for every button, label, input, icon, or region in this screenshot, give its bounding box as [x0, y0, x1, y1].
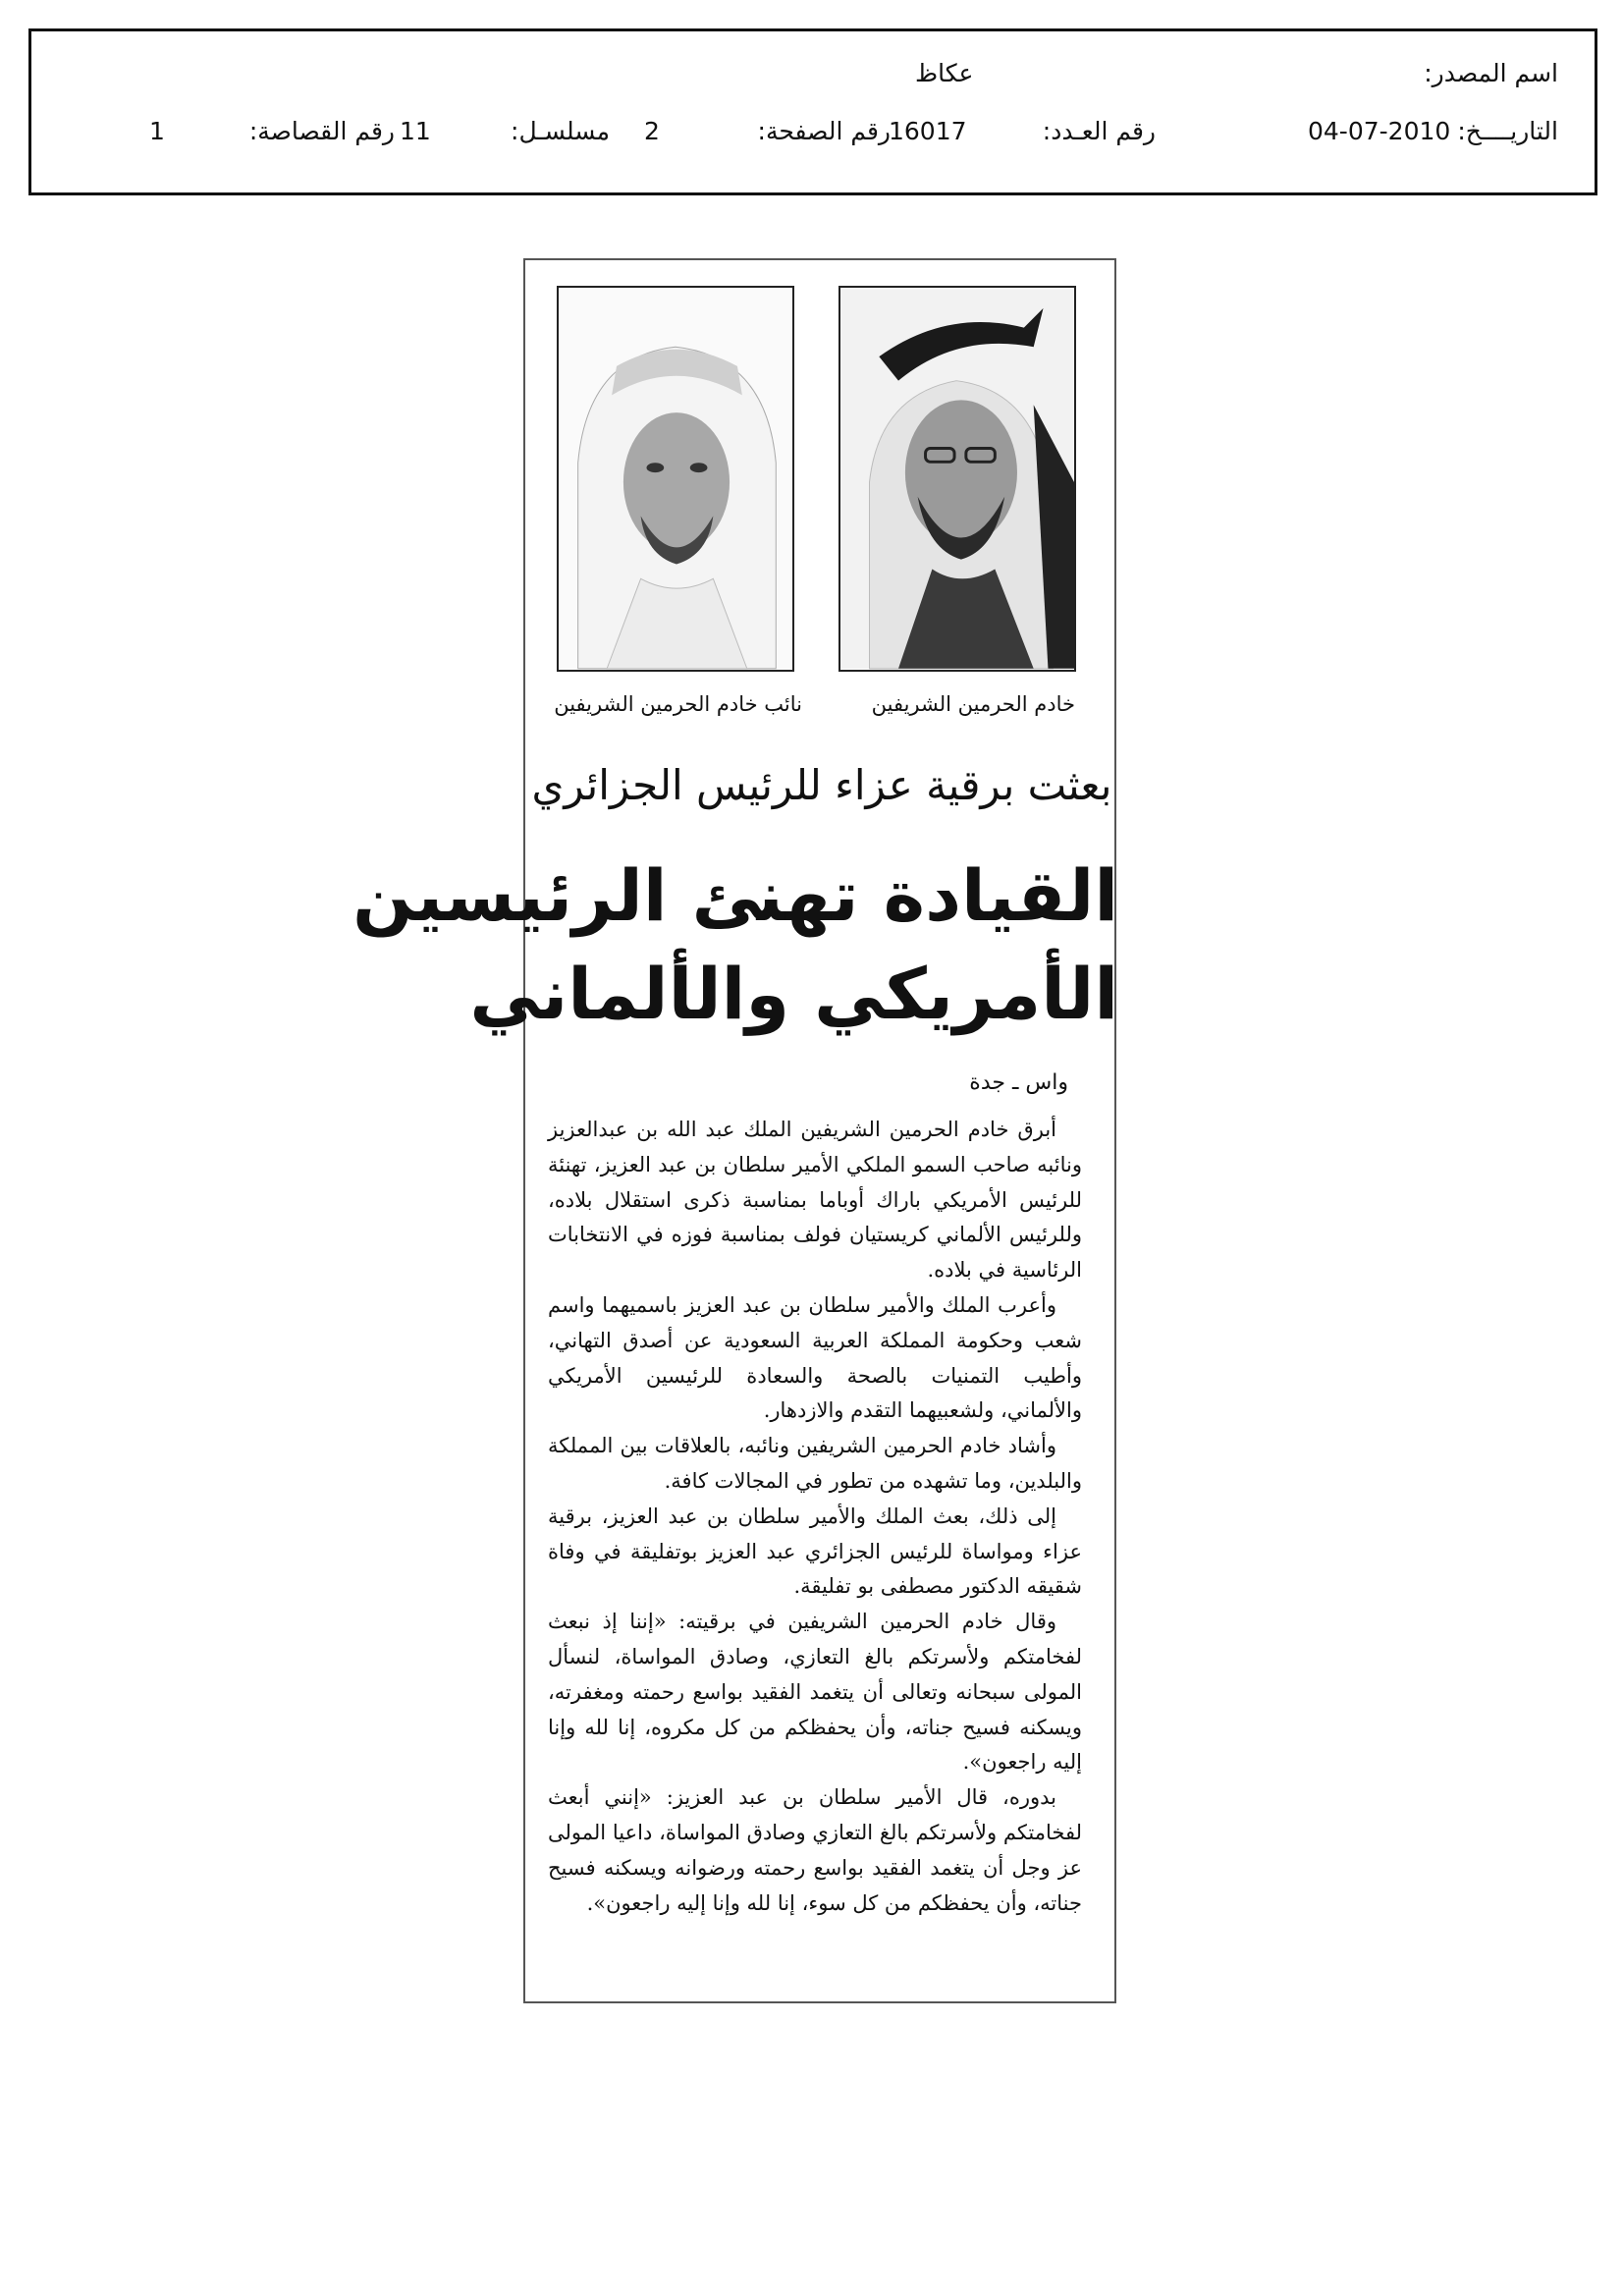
portrait-photo-king	[839, 286, 1076, 672]
article-kicker: بعثت برقية عزاء للرئيس الجزائري	[531, 761, 1112, 809]
article-paragraph: وأشاد خادم الحرمين الشريفين ونائبه، بالعلاقات بين المملكة والبلدين، وما تشهده من تطور في المجالات كافة.	[548, 1434, 1082, 1493]
clip-number-value: 1	[149, 117, 165, 145]
source-value: عكاظ	[915, 59, 974, 87]
article-paragraph: وقال خادم الحرمين الشريفين في برقيته: «إننا إذ نبعث لفخامتكم ولأسرتكم بالغ التعازي، وصادق المواساة، لنسأل المولى سبحانه وتعالى أن يتغمد الفقيد بواسع رحمته ومغفرته، ويسكنه فسيح جناته، وأن يحفظكم من كل مكروه، إنا لله وإنا إليه راجعون».	[548, 1610, 1082, 1775]
portrait-crown-prince-image	[559, 288, 792, 670]
source-label: اسم المصدر:	[1424, 59, 1558, 87]
clip-number-label: رقم القصاصة:	[248, 117, 395, 145]
page-label: رقم الصفحة:	[757, 117, 891, 145]
issue-value: 16017	[889, 117, 967, 145]
serial-label: مسلسـل:	[511, 117, 610, 145]
page-value: 2	[644, 117, 660, 145]
article-dateline: واس ـ جدة	[969, 1070, 1068, 1095]
headline-line-2: الأمريكي والألماني	[469, 953, 1118, 1035]
article-paragraph: إلى ذلك، بعث الملك والأمير سلطان بن عبد العزيز، برقية عزاء ومواساة للرئيس الجزائري عبد العزيز بوتفليقة في وفاة شقيقه الدكتور مصطفى بو تفليقة.	[548, 1503, 1082, 1599]
article-paragraph: وأعرب الملك والأمير سلطان بن عبد العزيز باسميهما واسم شعب وحكومة المملكة العربية السعودية عن أصدق التهاني، وأطيب التمنيات بالصحة والسعادة للرئيسين الأمريكي والألماني، ولشعبيهما التقدم والازدهار.	[548, 1292, 1082, 1423]
portrait-king-image	[840, 288, 1074, 670]
date-value: 04-07-2010	[1308, 117, 1451, 145]
article-paragraph: بدوره، قال الأمير سلطان بن عبد العزيز: «إنني أبعث لفخامتكم ولأسرتكم بالغ التعازي وصادق المواساة، داعيا المولى عز وجل أن يتغمد الفقيد بواسع رحمته ورضوانه ويسكنه فسيح جناته، وأن يحفظكم من كل سوء، إنا لله وإنا إليه راجعون».	[548, 1785, 1082, 1915]
portrait-photo-crown-prince	[557, 286, 794, 672]
serial-value: 11	[400, 117, 431, 145]
article-clipping	[352, 258, 1118, 2003]
article-paragraph: أبرق خادم الحرمين الشريفين الملك عبد الله بن عبدالعزيز ونائبه صاحب السمو الملكي الأمير سلطان بن عبد العزيز، تهنئة للرئيس الأمريكي باراك أوباما بمناسبة ذكرى استقلال بلاده، وللرئيس الألماني كريستيان فولف بمناسبة فوزه في الانتخابات الرئاسية في بلاده.	[548, 1118, 1082, 1283]
clipping-metadata-box	[28, 28, 1597, 195]
article-body	[548, 1113, 1082, 1921]
photo-caption-crown-prince: نائب خادم الحرمين الشريفين	[554, 692, 802, 716]
date-label: التاريــــخ:	[1457, 117, 1558, 145]
issue-label: رقم العـدد:	[1042, 117, 1156, 145]
headline-line-1: القيادة تهنئ الرئيسين	[352, 854, 1118, 937]
photo-caption-king: خادم الحرمين الشريفين	[871, 692, 1075, 716]
